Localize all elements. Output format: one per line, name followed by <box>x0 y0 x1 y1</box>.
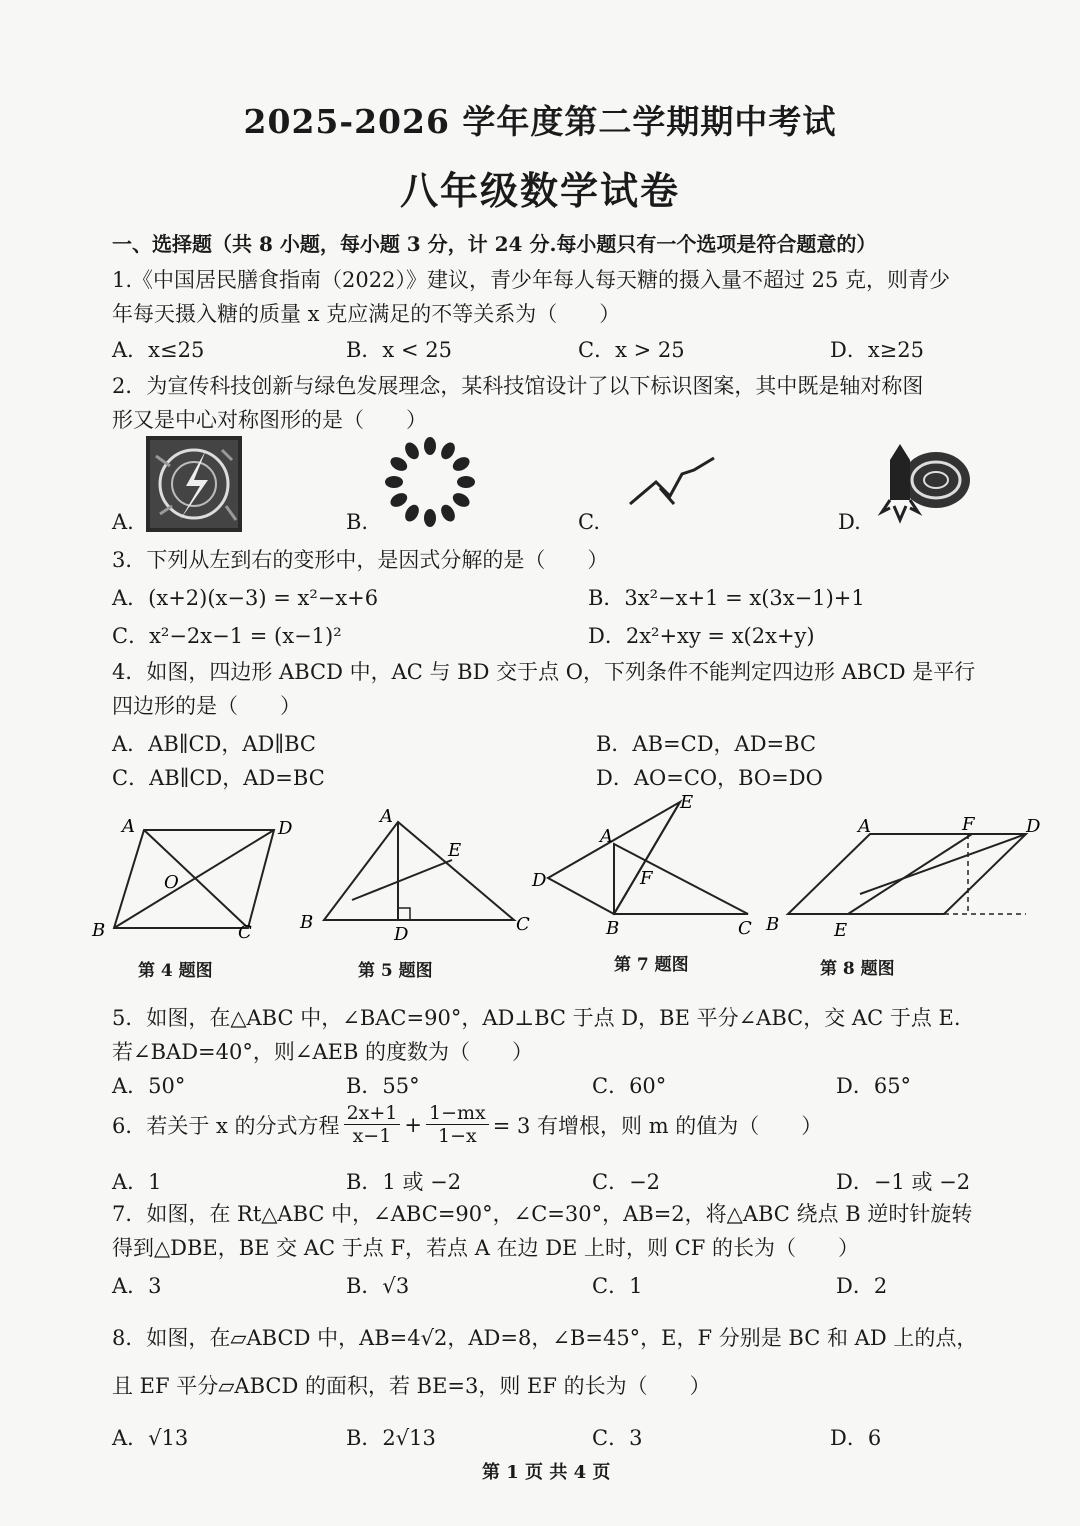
figure-5-caption: 第 5 题图 <box>358 961 433 981</box>
q7-option-c: C．1 <box>592 1274 643 1298</box>
q8-option-b: B．2√13 <box>346 1426 436 1450</box>
figure-8 <box>764 810 1054 940</box>
q8-line1: 8．如图，在▱ABCD 中，AB=4√2，AD=8，∠B=45°，E，F 分别是 BC 和 AD 上的点， <box>112 1326 978 1350</box>
q8-option-a: A．√13 <box>112 1426 189 1450</box>
fig5-label-a: A <box>380 806 393 827</box>
fig8-label-e: E <box>834 920 848 941</box>
q6-frac1-denominator: x−1 <box>352 1125 392 1147</box>
exam-subtitle: 八年级数学试卷 <box>399 168 680 213</box>
q1-line2: 年每天摄入糖的质量 x 克应满足的不等关系为（ ） <box>112 302 621 326</box>
q7-option-b: B．√3 <box>346 1274 410 1298</box>
q6-frac1-numerator: 2x+1 <box>344 1102 401 1125</box>
fig5-label-d: D <box>394 924 409 945</box>
fig8-label-b: B <box>766 914 780 935</box>
fig8-label-a: A <box>858 816 871 837</box>
figure-7 <box>528 792 764 942</box>
fig4-label-d: D <box>278 818 293 839</box>
q6-fraction-2 <box>426 1102 489 1147</box>
q4-line1: 4．如图，四边形 ABCD 中，AC 与 BD 交于点 O，下列条件不能判定四边形 ABCD 是平行 <box>112 660 976 684</box>
logo-c-image <box>626 452 718 512</box>
fig4-label-b: B <box>92 920 106 941</box>
q6-fraction-1 <box>344 1102 401 1147</box>
fig7-label-d: D <box>532 870 547 891</box>
fig7-label-a: A <box>600 826 613 847</box>
q1-option-b: B．x < 25 <box>346 338 452 362</box>
fig7-label-b: B <box>606 918 620 939</box>
q6-option-d: D．−1 或 −2 <box>836 1170 971 1194</box>
fig4-label-o: O <box>164 872 179 893</box>
q6-prefix: 6．若关于 x 的分式方程 <box>112 1113 340 1138</box>
q6-frac2-numerator: 1−mx <box>426 1102 489 1125</box>
fig7-label-c: C <box>738 918 752 939</box>
q2-line1: 2．为宣传科技创新与绿色发展理念，某科技馆设计了以下标识图案，其中既是轴对称图 <box>112 374 924 398</box>
fig4-label-a: A <box>122 816 135 837</box>
figure-4 <box>88 812 298 942</box>
q2-option-b: B. <box>346 510 369 534</box>
q5-option-c: C．60° <box>592 1074 667 1098</box>
fig7-label-e: E <box>680 792 694 813</box>
q5-line2: 若∠BAD=40°，则∠AEB 的度数为（ ） <box>112 1040 534 1064</box>
q4-option-c: C．AB∥CD，AD=BC <box>112 766 325 790</box>
q3-option-d: D．2x²+xy = x(2x+y) <box>588 624 815 648</box>
q6-plus: + <box>404 1112 422 1137</box>
figure-8-caption: 第 8 题图 <box>820 959 895 979</box>
q6-suffix: = 3 有增根，则 m 的值为（ ） <box>492 1113 823 1138</box>
figure-7-caption: 第 7 题图 <box>614 955 689 975</box>
fig5-label-c: C <box>516 914 530 935</box>
fig5-label-e: E <box>448 840 462 861</box>
q2-option-c: C. <box>578 510 600 534</box>
q6-option-c: C．−2 <box>592 1170 661 1194</box>
q7-line1: 7．如图，在 Rt△ABC 中，∠ABC=90°，∠C=30°，AB=2，将△ABC 绕点 B 逆时针旋转 <box>112 1202 973 1226</box>
q8-line2: 且 EF 平分▱ABCD 的面积，若 BE=3，则 EF 的长为（ ） <box>112 1374 711 1398</box>
logo-b-image <box>384 436 476 528</box>
q6-option-a: A．1 <box>112 1170 162 1194</box>
q4-option-a: A．AB∥CD，AD∥BC <box>112 732 316 756</box>
q7-option-d: D．2 <box>836 1274 888 1298</box>
q1-option-a: A．x≤25 <box>112 338 205 362</box>
q3-option-c: C．x²−2x−1 = (x−1)² <box>112 624 342 648</box>
q1-option-d: D．x≥25 <box>830 338 924 362</box>
q4-line2: 四边形的是（ ） <box>112 694 301 718</box>
logo-a-image <box>146 436 242 532</box>
q2-option-a: A. <box>112 510 134 534</box>
q2-line2: 形又是中心对称图形的是（ ） <box>112 408 427 432</box>
q3-option-b: B．3x²−x+1 = x(3x−1)+1 <box>588 586 865 610</box>
q6-line <box>112 1102 822 1147</box>
fig8-label-d: D <box>1026 816 1041 837</box>
figure-4-caption: 第 4 题图 <box>138 961 213 981</box>
q5-option-d: D．65° <box>836 1074 912 1098</box>
q7-line2: 得到△DBE，BE 交 AC 于点 F，若点 A 在边 DE 上时，则 CF 的长为（ ） <box>112 1236 860 1260</box>
q5-option-b: B．55° <box>346 1074 420 1098</box>
q6-option-b: B．1 或 −2 <box>346 1170 462 1194</box>
q5-line1: 5．如图，在△ABC 中，∠BAC=90°，AD⊥BC 于点 D，BE 平分∠ABC，交 AC 于点 E. <box>112 1006 961 1030</box>
logo-d-image <box>878 440 974 524</box>
fig5-label-b: B <box>300 912 314 933</box>
fig4-label-c: C <box>238 922 252 943</box>
q2-option-d: D. <box>838 510 861 534</box>
page-footer: 第 1 页 共 4 页 <box>482 1462 611 1483</box>
fig8-label-f: F <box>962 814 975 835</box>
q1-line1: 1.《中国居民膳食指南（2022）》建议，青少年每人每天糖的摄入量不超过 25 克，则青少 <box>112 268 951 292</box>
q4-option-d: D．AO=CO，BO=DO <box>596 766 823 790</box>
q8-option-c: C．3 <box>592 1426 643 1450</box>
q3-option-a: A．(x+2)(x−3) = x²−x+6 <box>112 586 379 610</box>
q8-option-d: D．6 <box>830 1426 882 1450</box>
q1-option-c: C．x > 25 <box>578 338 685 362</box>
q5-option-a: A．50° <box>112 1074 186 1098</box>
exam-title: 2025-2026 学年度第二学期期中考试 <box>243 102 837 141</box>
q3-line1: 3．下列从左到右的变形中，是因式分解的是（ ） <box>112 548 609 572</box>
q6-frac2-denominator: 1−x <box>437 1125 477 1147</box>
fig7-label-f: F <box>640 868 653 889</box>
q7-option-a: A．3 <box>112 1274 162 1298</box>
figure-5 <box>296 804 536 944</box>
section-heading: 一、选择题（共 8 小题，每小题 3 分，计 24 分.每小题只有一个选项是符合题意的） <box>112 232 877 256</box>
q4-option-b: B．AB=CD，AD=BC <box>596 732 817 756</box>
